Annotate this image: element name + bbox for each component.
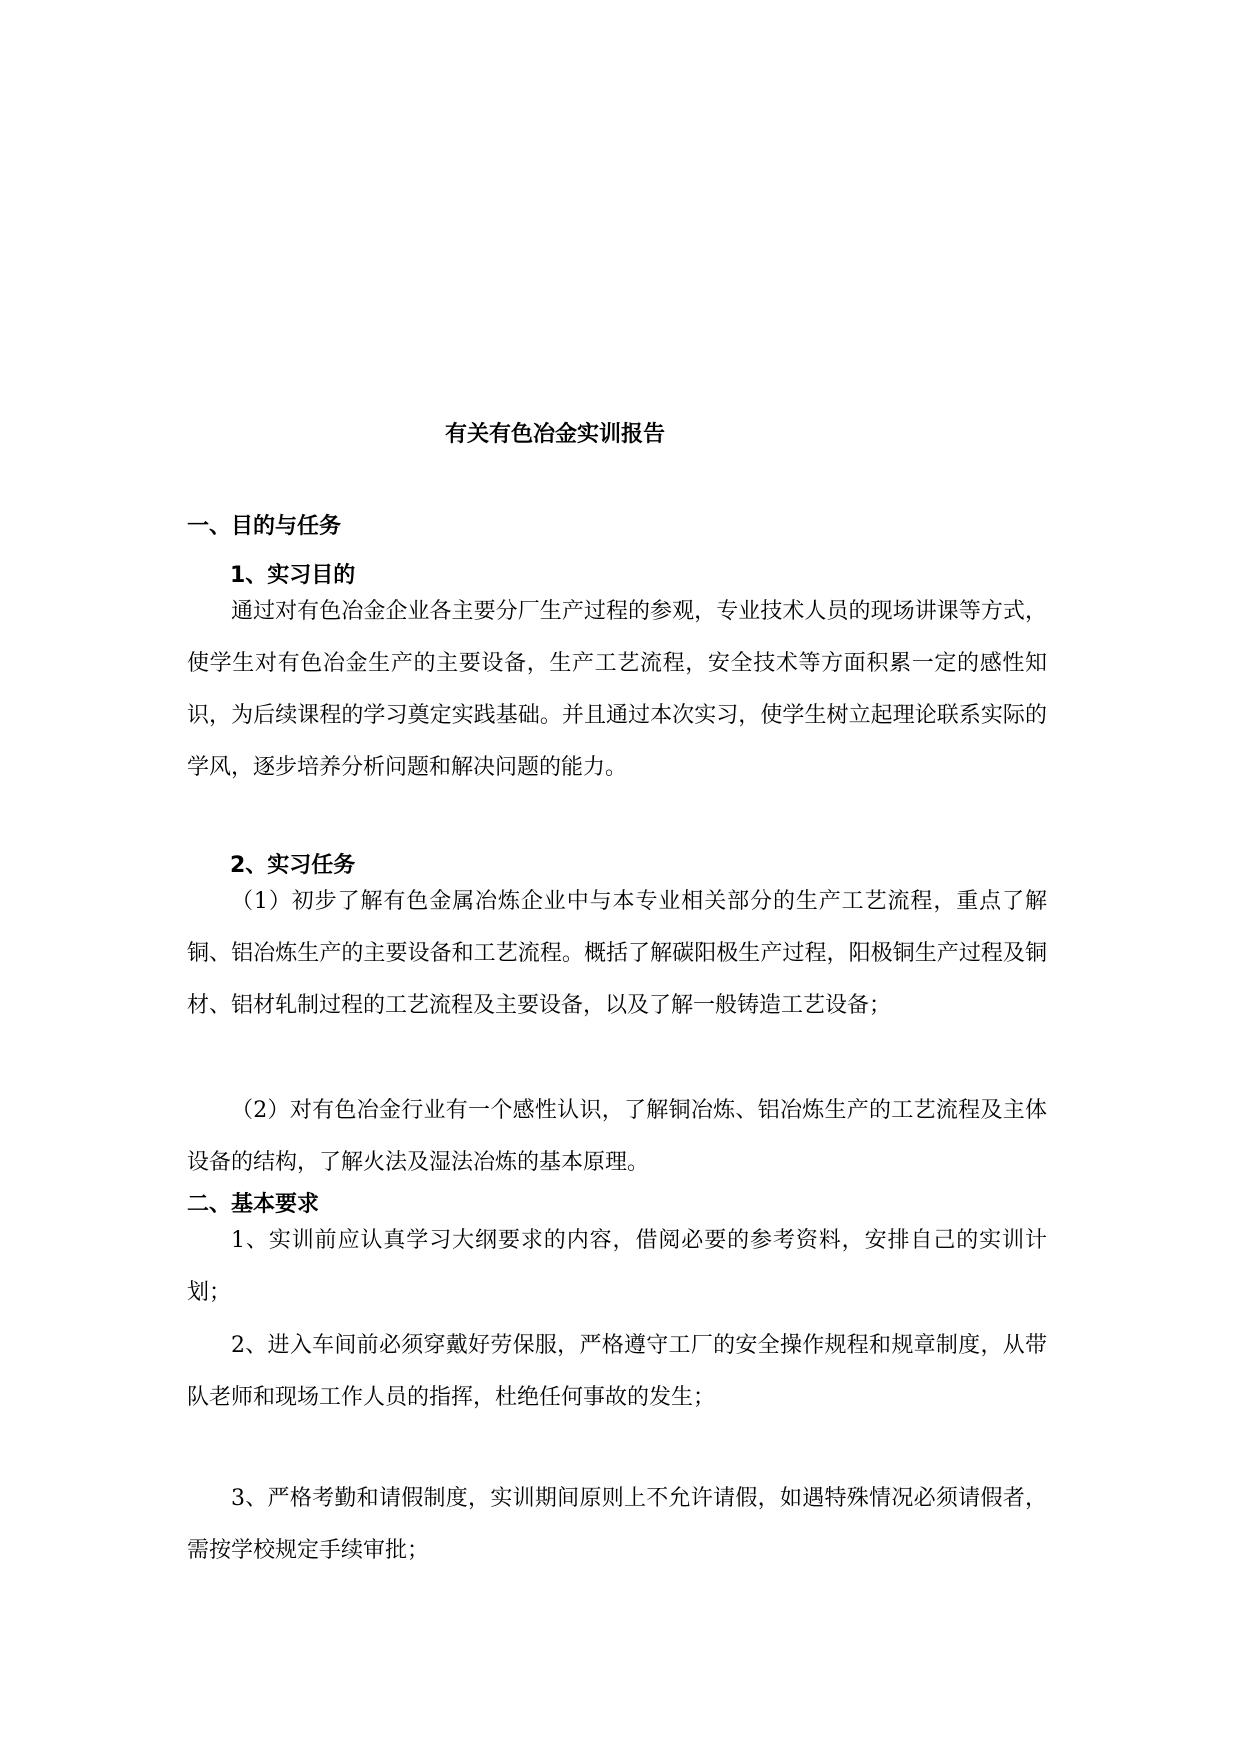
section-heading-basic-requirements: 二、基本要求 (187, 1192, 320, 1217)
paragraph-task-item-1: （1）初步了解有色金属冶炼企业中与本专业相关部分的生产工艺流程，重点了解铜、铝冶炼生产的主要设备和工艺流程。概括了解碳阳极生产过程，阳极铜生产过程及铜材、铝材轧制过程的工艺流程及主要设备，以及了解一般铸造工艺设备； (187, 889, 1047, 1018)
section-heading-purpose-and-tasks: 一、目的与任务 (187, 514, 342, 539)
paragraph-task-item-2: （2）对有色冶金行业有一个感性认识，了解铜冶炼、铝冶炼生产的工艺流程及主体设备的结构，了解火法及湿法冶炼的基本原理。 (187, 1098, 1047, 1175)
paragraph-requirement-3: 3、严格考勤和请假制度，实训期间原则上不允许请假，如遇特殊情况必须请假者，需按学校规定手续审批； (187, 1486, 1047, 1563)
subsection-heading-internship-tasks: 2、实习任务 (230, 853, 356, 878)
paragraph-requirement-2: 2、进入车间前必须穿戴好劳保服，严格遵守工厂的安全操作规程和规章制度，从带队老师和现场工作人员的指挥，杜绝任何事故的发生； (187, 1333, 1047, 1410)
paragraph-requirement-1: 1、实训前应认真学习大纲要求的内容，借阅必要的参考资料，安排自己的实训计划； (187, 1228, 1047, 1305)
document-title: 有关有色冶金实训报告 (444, 422, 665, 447)
subsection-heading-internship-purpose: 1、实习目的 (230, 563, 356, 588)
paragraph-internship-purpose: 通过对有色冶金企业各主要分厂生产过程的参观，专业技术人员的现场讲课等方式，使学生对有色冶金生产的主要设备，生产工艺流程，安全技术等方面积累一定的感性知识，为后续课程的学习奠定实践基础。并且通过本次实习，使学生树立起理论联系实际的学风，逐步培养分析问题和解决问题的能力。 (187, 599, 1047, 780)
